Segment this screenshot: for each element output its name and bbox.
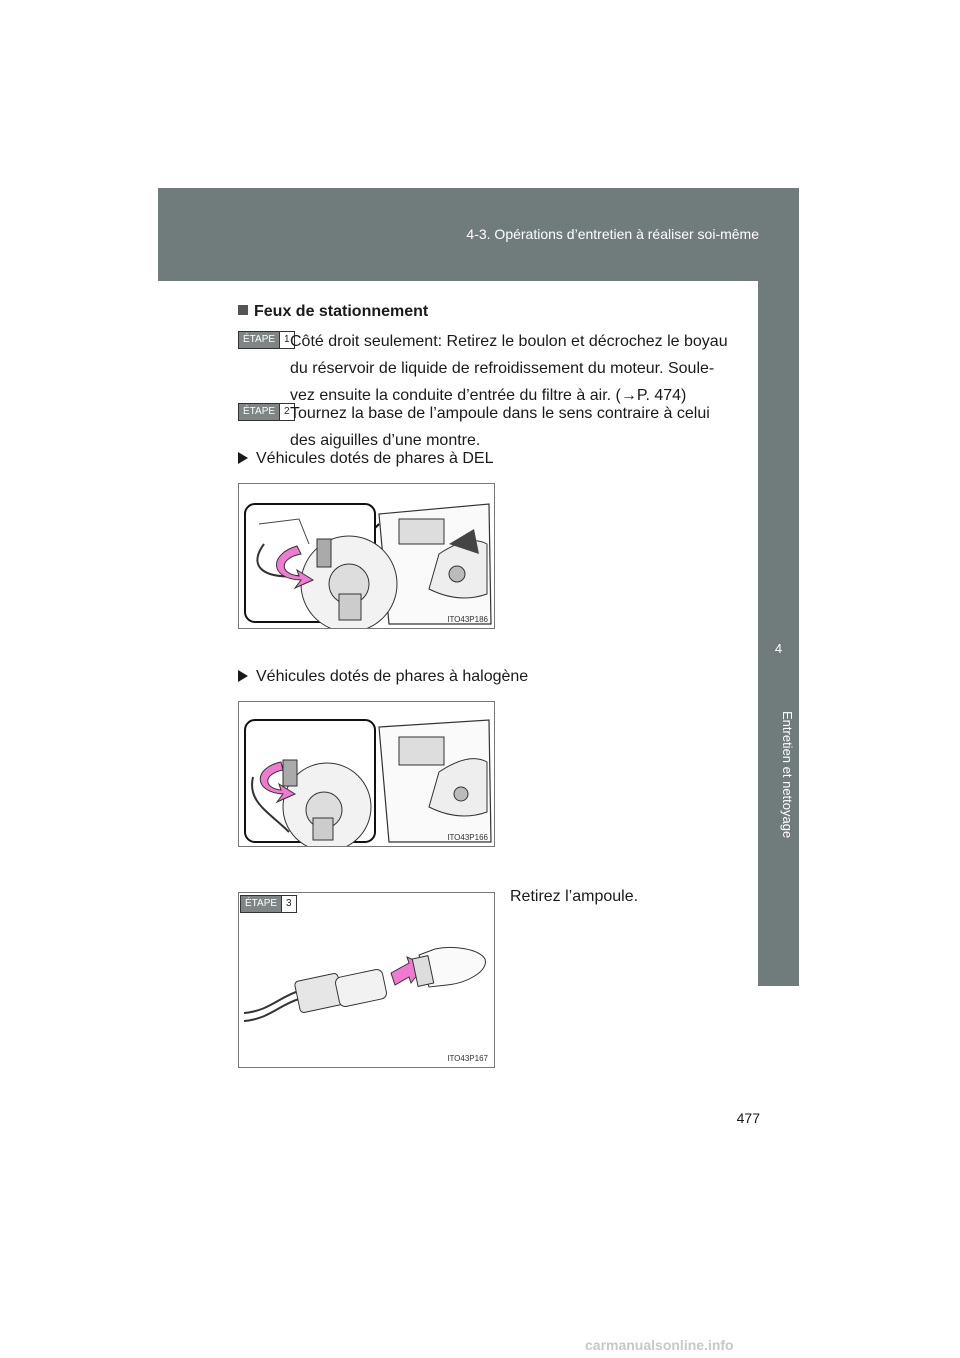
bulb-removal-illustration [239,893,494,1067]
halogen-headlamp-illustration [239,702,494,846]
step-2-badge: ÉTAPE 2 [238,403,295,421]
chapter-label: Entretien et nettoyage [780,711,795,839]
led-headlamp-illustration [239,484,494,628]
figure-halogen-headlamp [238,701,495,847]
figure-code: ITO43P167 [447,1054,488,1063]
figure-led-headlamp [238,483,495,629]
section-title: Feux de stationnement [238,303,428,321]
side-chapter-tab [758,281,799,986]
bullet-led: Véhicules dotés de phares à DEL [238,450,493,468]
triangle-bullet-icon [238,670,248,682]
chapter-number: 4 [774,641,783,656]
chapter-title: 4-3. Opérations d’entretien à réaliser soi-même [466,226,759,242]
step-3-badge: ÉTAPE 3 [240,895,297,913]
step-2-text: Tournez la base de l’ampoule dans le sens contraire à celui des aiguilles d’une montre. [290,405,710,449]
step-3-text: Retirez l’ampoule. [510,888,639,905]
step-1-text: Côté droit seulement: Retirez le boulon et décrochez le boyau du réservoir de liquide de refroidissement du moteur. Soule- vez ensuite la conduite d’entrée du filtre à air. (→P. 474) [290,333,728,404]
figure-remove-bulb [238,892,495,1068]
page-number: 477 [736,1110,760,1126]
triangle-bullet-icon [238,452,248,464]
figure-code: ITO43P166 [447,833,488,842]
figure-code: ITO43P186 [447,615,488,624]
step-1-badge: ÉTAPE 1 [238,331,295,349]
watermark: carmanualsonline.info [585,1337,734,1353]
bullet-halogen: Véhicules dotés de phares à halogène [238,668,528,686]
square-bullet-icon [238,305,248,315]
header-bar [158,188,799,281]
